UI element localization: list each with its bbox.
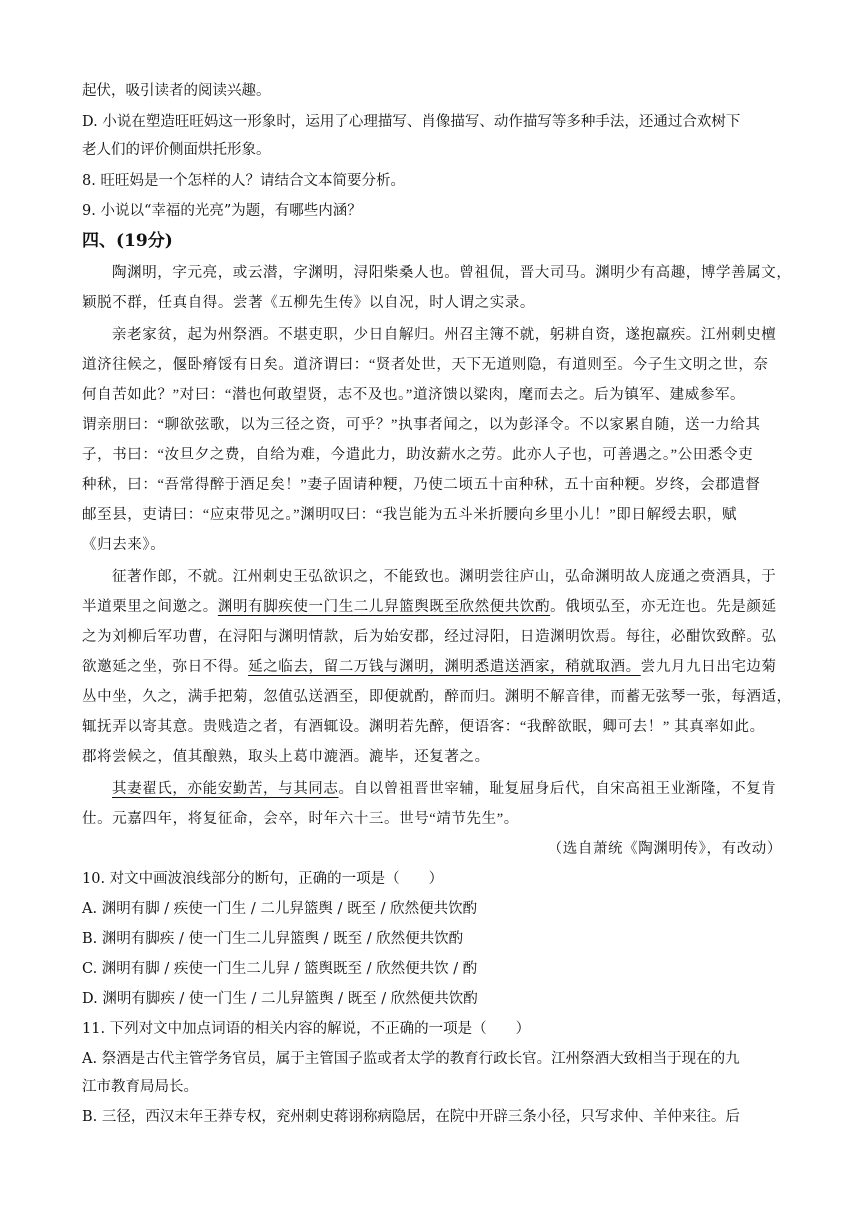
source-citation: （选自萧统《陶渊明传》，有改动） <box>547 841 782 857</box>
passage-line: 仕。元嘉四年，将复征命，会卒，时年六十三。世号“靖节先生”。 <box>82 811 519 827</box>
passage-line: 《归去来》。 <box>82 537 166 553</box>
passage-line: 道济往候之，偃卧瘠馁有日矣。道济谓曰：“贤者处世，天下无道则隐，有道则至。今子生文明之世，奈 <box>82 357 769 373</box>
text-line: 老人们的评价侧面烘托形象。 <box>82 142 271 158</box>
q10-option-a: A. 渊明有脚 / 疾使一门生 / 二儿舁篮舆 / 既至 / 欣然便共饮酌 <box>82 901 478 917</box>
passage-line <box>82 656 777 678</box>
wavy-underlined-sentence: 渊明有脚疾使一门生二儿舁篮舆既至欣然便共饮酌 <box>217 599 551 615</box>
option-d-line: D. 小说在塑造旺旺妈这一形象时，运用了心理描写、肖像描写、动作描写等多种手法，还通过合欢树下 <box>82 114 741 130</box>
passage-text: 。自以曾祖晋世宰辅，耻复屈身后代，自宋高祖王业渐隆，不复肯 <box>338 781 777 797</box>
passage-line: 种秫，曰：“吾常得醉于酒足矣！”妻子固请种粳，乃使二顷五十亩种秫，五十亩种粳。岁终，会郡遣督 <box>82 477 761 493</box>
q10-option-c: C. 渊明有脚 / 疾使一门生二儿舁 / 篮舆既至 / 欣然便共饮 / 酌 <box>82 961 478 977</box>
q10-option-d: D. 渊明有脚疾 / 使一门生 / 二儿舁篮舆 / 既至 / 欣然便共饮酌 <box>82 991 478 1007</box>
passage-line: 征著作郎，不就。江州刺史王弘欲识之，不能致也。渊明尝往庐山，弘命渊明故人庞通之赍酒具，于 <box>112 569 777 585</box>
passage-text: 尝九月九日出宅边菊 <box>640 659 777 675</box>
passage-line: 丛中坐，久之，满手把菊，忽值弘送酒至，即便就酌，醉而归。渊明不解音律，而蓄无弦琴一张，每酒适， <box>82 689 792 705</box>
question-8: 8. 旺旺妈是一个怎样的人？请结合文本简要分析。 <box>82 173 405 189</box>
passage-text: 半道栗里之间邀之。 <box>82 599 218 615</box>
q11-option-a: A. 祭酒是古代主管学务官员，属于主管国子监或者太学的教育行政长官。江州祭酒大致相当于现在的九 <box>82 1051 740 1067</box>
passage-line: 陶渊明，字元亮，或云潜，字渊明，浔阳柴桑人也。曾祖侃，晋大司马。渊明少有高趣，博学善属文， <box>112 265 792 281</box>
q11-option-b: B. 三径，西汉末年王莽专权，兖州刺史蒋诩称病隐居，在院中开辟三条小径，只写求仲、羊仲来往。后 <box>82 1109 740 1125</box>
question-9: 9. 小说以“幸福的光亮”为题，有哪些内涵？ <box>82 203 362 219</box>
passage-line: 郡将尝候之，值其酿熟，取头上葛巾漉酒。漉毕，还复著之。 <box>82 749 490 765</box>
passage-line <box>112 778 776 800</box>
passage-line: 邮至县，吏请曰：“应束带见之。”渊明叹曰：“我岂能为五斗米折腰向乡里小儿！”即日解绶去职，赋 <box>82 507 738 523</box>
passage-line: 何自苦如此？”对曰：“潜也何敢望贤，志不及也。”道济馈以粱肉，麾而去之。后为镇军、建威参军。 <box>82 387 746 403</box>
passage-line: 之为刘柳后军功曹，在浔阳与渊明情款，后为始安郡，经过浔阳，日造渊明饮焉。每往，必酣饮致醉。弘 <box>82 629 777 645</box>
q10-option-b: B. 渊明有脚疾 / 使一门生二儿舁篮舆 / 既至 / 欣然便共饮酌 <box>82 931 464 947</box>
passage-text: 欲邀延之坐，弥日不得。 <box>82 659 249 675</box>
passage-line: 颖脱不群，任真自得。尝著《五柳先生传》以自况，时人谓之实录。 <box>82 295 535 311</box>
q11-option-a-cont: 江市教育局局长。 <box>82 1079 198 1095</box>
passage-line: 谓亲朋曰：“聊欲弦歌，以为三径之资，可乎？”执事者闻之，以为彭泽令。不以家累自随，送一力给其 <box>82 417 761 433</box>
question-10: 10. 对文中画波浪线部分的断句，正确的一项是（ ） <box>82 871 444 887</box>
passage-text: 。俄顷弘至，亦无迕也。先是颜延 <box>550 599 777 615</box>
passage-line <box>82 596 777 618</box>
text-line: 起伏，吸引读者的阅读兴趣。 <box>82 83 271 99</box>
question-11: 11. 下列对文中加点词语的相关内容的解说，不正确的一项是（ ） <box>82 1021 531 1037</box>
underlined-sentence: 延之临去，留二万钱与渊明，渊明悉遣送酒家，稍就取酒。 <box>248 659 641 675</box>
underlined-sentence: 其妻翟氏，亦能安勤苦，与其同志 <box>112 781 339 797</box>
passage-line: 子，书曰：“汝旦夕之费，自给为难，今遣此力，助汝薪水之劳。此亦人子也，可善遇之。”公田悉令吏 <box>82 447 754 463</box>
passage-line: 辄抚弄以寄其意。贵贱造之者，有酒辄设。渊明若先醉，便语客：“我醉欲眠，卿可去！” 其真率如此。 <box>82 719 765 735</box>
passage-line: 亲老家贫，起为州祭酒。不堪吏职，少日自解归。州召主簿不就，躬耕自资，遂抱羸疾。江州刺史檀 <box>112 327 777 343</box>
section-heading: 四、(19分) <box>82 231 173 251</box>
